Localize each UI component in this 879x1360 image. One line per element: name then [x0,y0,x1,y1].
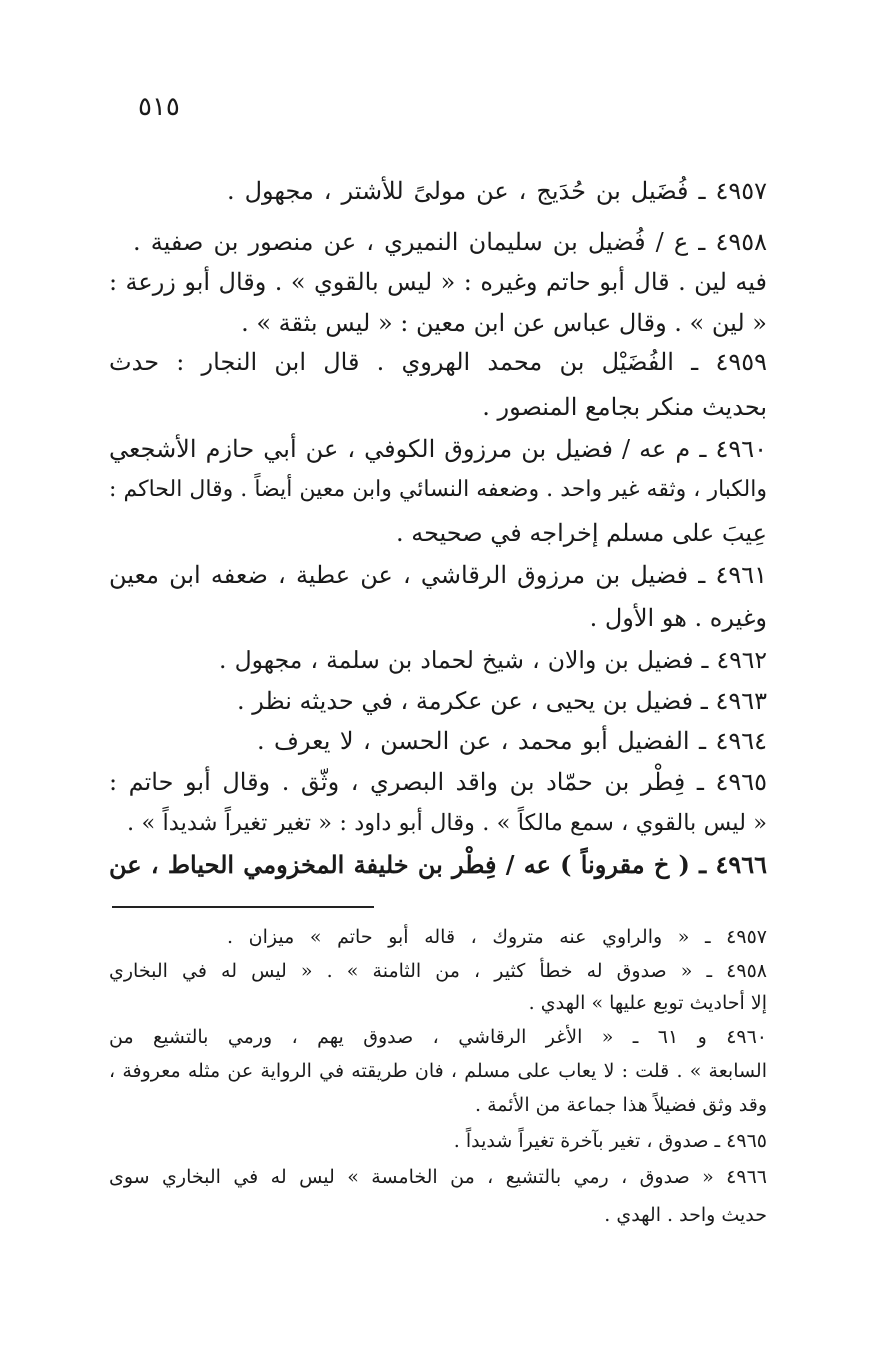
entry-line: فيه لين . قال أبو حاتم وغيره : « ليس بالقوي » . وقال أبو زرعة : [109,268,767,296]
entry-line: ٤٩٥٧ ـ فُضَيل بن حُدَيج ، عن مولىً للأشتر ، مجهول . [227,177,767,205]
footnote-line: ٤٩٥٨ ـ « صدوق له خطأ كثير ، من الثامنة » . « ليس له في البخاري [109,960,767,982]
entry-line: ٤٩٦٥ ـ فِطْر بن حمّاد بن واقد البصري ، وثّق . وقال أبو حاتم : [109,768,767,796]
footnote-line: ٤٩٥٧ ـ « والراوي عنه متروك ، قاله أبو حاتم » ميزان . [227,926,767,948]
footnote-divider [112,906,374,908]
entry-line: ٤٩٦٤ ـ الفضيل أبو محمد ، عن الحسن ، لا يعرف . [257,727,768,755]
entry-line: عِيبَ على مسلم إخراجه في صحيحه . [395,519,767,547]
entry-line: ٤٩٦٢ ـ فضيل بن والان ، شيخ لحماد بن سلمة ، مجهول . [219,646,767,674]
footnote-line: ٤٩٦٦ « صدوق ، رمي بالتشيع ، من الخامسة » ليس له في البخاري سوى [109,1166,767,1188]
entry-line: ٤٩٦١ ـ فضيل بن مرزوق الرقاشي ، عن عطية ، ضعفه ابن معين [109,561,767,589]
entry-line: وغيره . هو الأول . [589,604,767,632]
footnote-line: ٤٩٦٠ و ٦١ ـ « الأغر الرقاشي ، صدوق يهم ، ورمي بالتشيع من [109,1026,768,1048]
page-number: ٥١٥ [138,92,180,122]
entry-line: « ليس بالقوي ، سمع مالكاً » . وقال أبو داود : « تغير تغيراً شديداً » . [127,810,767,836]
entry-line: ٤٩٦٣ ـ فضيل بن يحيى ، عن عكرمة ، في حديثه نظر . [237,687,767,715]
entry-line: ٤٩٦٦ ـ ( خ مقروناً ) عه / فِطْر بن خليفة المخزومي الحياط ، عن [109,850,767,879]
entry-line: بحديث منكر بجامع المنصور . [482,393,767,421]
entry-line: ٤٩٥٩ ـ الفُضَيْل بن محمد الهروي . قال ابن النجار : حدث [109,348,767,376]
footnote-line: ٤٩٦٥ ـ صدوق ، تغير بآخرة تغيراً شديداً . [453,1130,767,1152]
entry-line: ٤٩٥٨ ـ ع / فُضيل بن سليمان النميري ، عن منصور بن صفية . [133,228,767,256]
footnote-line: وقد وثق فضيلاً هذا جماعة من الأئمة . [474,1094,767,1116]
entry-line: « لين » . وقال عباس عن ابن معين : « ليس بثقة » . [241,309,767,337]
entry-line: ٤٩٦٠ ـ م عه / فضيل بن مرزوق الكوفي ، عن أبي حازم الأشجعي [109,435,767,463]
footnote-line: حديث واحد . الهدي . [604,1204,767,1226]
entry-line: والكبار ، وثقه غير واحد . وضعفه النسائي وابن معين أيضاً . وقال الحاكم : [109,477,767,502]
footnote-line: إلا أحاديث توبع عليها » الهدي . [528,992,767,1014]
footnote-line: السابعة » . قلت : لا يعاب على مسلم ، فان طريقته في الرواية عن مثله معروفة ، [109,1060,767,1082]
